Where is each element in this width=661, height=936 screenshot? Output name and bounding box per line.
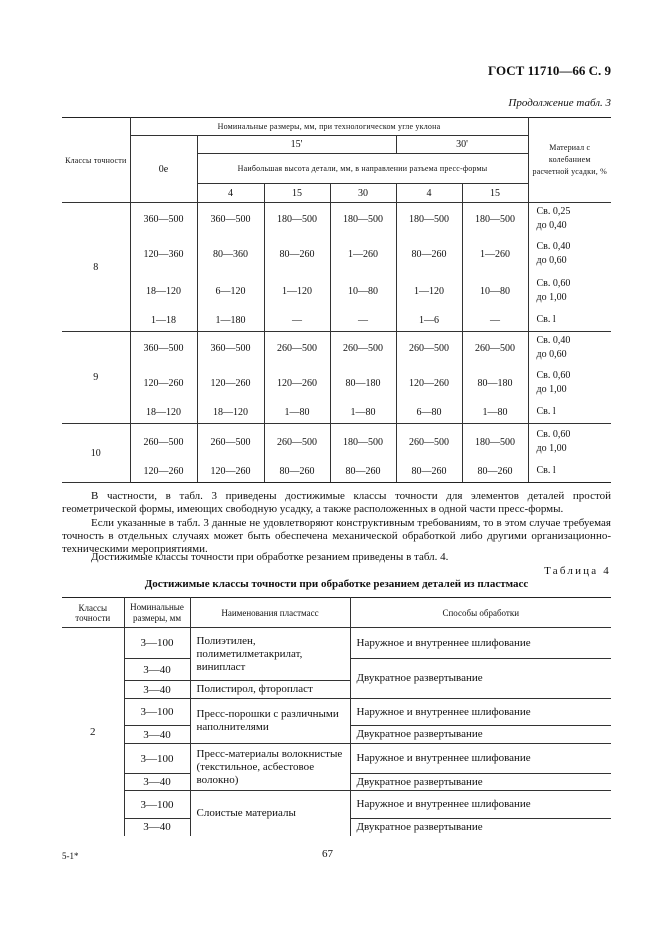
size-range-cell: 80—260 bbox=[462, 461, 528, 483]
size-range-cell: 180—500 bbox=[330, 203, 396, 236]
col-header-material: Материал с колебанием расчетной усадки, % bbox=[528, 118, 611, 203]
size-range-cell: 180—500 bbox=[264, 203, 330, 236]
size-range-cell: 80—260 bbox=[396, 236, 462, 273]
size-range-cell: 260—500 bbox=[396, 424, 462, 461]
size-range-cell: 1—260 bbox=[462, 236, 528, 273]
size-range-cell: 80—360 bbox=[197, 236, 264, 273]
t4-size: 3—100 bbox=[124, 699, 190, 726]
material-line: Св. 0,40 bbox=[536, 241, 571, 252]
size-range-cell: 1—80 bbox=[330, 402, 396, 424]
class-value: 9 bbox=[62, 332, 130, 424]
size-range-cell: 180—500 bbox=[462, 203, 528, 236]
t4-size: 3—100 bbox=[124, 628, 190, 659]
size-range-cell: 120—260 bbox=[130, 461, 197, 483]
t4-size: 3—40 bbox=[124, 774, 190, 791]
size-range-cell: 1—80 bbox=[264, 402, 330, 424]
size-range-cell: 260—500 bbox=[264, 424, 330, 461]
height-value: 4 bbox=[197, 184, 264, 203]
angle-0-header: 0е bbox=[130, 136, 197, 203]
size-range-cell: 80—260 bbox=[264, 461, 330, 483]
page-number: 67 bbox=[322, 848, 333, 860]
size-range-cell: 120—260 bbox=[396, 365, 462, 402]
size-range-cell: 6—120 bbox=[197, 273, 264, 310]
material-line: Св. 0,60 bbox=[536, 278, 571, 289]
paragraph-3: Достижимые классы точности при обработке резанием приведены в табл. 4. bbox=[91, 551, 449, 563]
size-range-cell: 10—80 bbox=[462, 273, 528, 310]
size-range-cell: 1—120 bbox=[396, 273, 462, 310]
t4-size: 3—100 bbox=[124, 791, 190, 819]
t4-method: Двукратное развертывание bbox=[350, 819, 611, 836]
document-header: ГОСТ 11710—66 С. 9 bbox=[488, 63, 611, 78]
size-range-cell: 80—260 bbox=[396, 461, 462, 483]
size-range-cell: 180—500 bbox=[396, 203, 462, 236]
t4-header-methods: Способы обработки bbox=[350, 598, 611, 628]
size-range-cell: 360—500 bbox=[197, 203, 264, 236]
t4-class-value: 2 bbox=[62, 628, 124, 836]
angle-30-header: 30' bbox=[396, 136, 528, 154]
size-range-cell: 120—260 bbox=[264, 365, 330, 402]
size-range-cell: 180—500 bbox=[462, 424, 528, 461]
size-range-cell: 260—500 bbox=[462, 332, 528, 365]
col-header-nominal: Номинальные размеры, мм, при технологическом угле уклона bbox=[130, 118, 528, 136]
t4-plastic: Пресс-порошки с различными наполнителями bbox=[190, 699, 350, 744]
material-line: до 1,00 bbox=[536, 443, 567, 455]
material-line: Св. 0,60 bbox=[536, 429, 571, 441]
size-range-cell: 80—260 bbox=[330, 461, 396, 483]
material-cell bbox=[528, 310, 611, 332]
t4-method: Наружное и внутреннее шлифование bbox=[350, 628, 611, 659]
paragraph-2: Если указанные в табл. 3 данные не удовлетворяют конструктивным требованиям, то в этом случае требуемая точность в отдельных случаях может быть обеспечена механической обработкой либо другими организационно-техническими мероприятиями. bbox=[62, 517, 611, 555]
angle-15-header: 15' bbox=[197, 136, 396, 154]
t4-size: 3—40 bbox=[124, 659, 190, 681]
material-cell bbox=[528, 424, 611, 461]
size-range-cell: 260—500 bbox=[330, 332, 396, 365]
t4-plastic: Полистирол, фторопласт bbox=[190, 681, 350, 699]
size-range-cell: 120—260 bbox=[197, 461, 264, 483]
t4-size: 3—100 bbox=[124, 744, 190, 774]
table-4 bbox=[62, 597, 611, 836]
footer-mark: 5-1* bbox=[62, 851, 79, 861]
size-range-cell: 18—120 bbox=[197, 402, 264, 424]
height-value: 15 bbox=[462, 184, 528, 203]
col-header-class: Классы точности bbox=[62, 118, 130, 203]
material-line: Св. l bbox=[536, 314, 556, 326]
size-range-cell: — bbox=[462, 310, 528, 332]
size-range-cell: 120—260 bbox=[130, 365, 197, 402]
t4-method: Двукратное развертывание bbox=[350, 774, 611, 791]
size-range-cell: — bbox=[330, 310, 396, 332]
size-range-cell: 1—180 bbox=[197, 310, 264, 332]
material-cell bbox=[528, 402, 611, 424]
size-range-cell: 360—500 bbox=[130, 203, 197, 236]
material-line: Св. 0,40 bbox=[536, 335, 571, 347]
size-range-cell: 260—500 bbox=[396, 332, 462, 365]
height-value: 30 bbox=[330, 184, 396, 203]
material-line: до 0,40 bbox=[536, 220, 567, 232]
material-line: до 0,60 bbox=[536, 349, 567, 361]
class-value: 10 bbox=[62, 424, 130, 483]
size-range-cell: 80—180 bbox=[330, 365, 396, 402]
t4-plastic: Слоистые материалы bbox=[190, 791, 350, 836]
paragraph-1: В частности, в табл. 3 приведены достижимые классы точности для элементов деталей простой геометрической формы, имеющих свободную усадку, а также расположенных в одной части пресс-формы. bbox=[62, 490, 611, 515]
material-line: до 1,00 bbox=[536, 384, 567, 395]
t4-plastic: Полиэтилен, полиметилметакрилат, винипласт bbox=[190, 628, 350, 681]
height-value: 15 bbox=[264, 184, 330, 203]
size-range-cell: 180—500 bbox=[330, 424, 396, 461]
material-line: Св. l bbox=[536, 406, 556, 418]
size-range-cell: 260—500 bbox=[197, 424, 264, 461]
t4-size: 3—40 bbox=[124, 819, 190, 836]
t4-method: Двукратное развертывание bbox=[350, 726, 611, 744]
class-value: 8 bbox=[62, 203, 130, 332]
material-cell bbox=[528, 332, 611, 365]
material-line: до 1,00 bbox=[536, 292, 567, 303]
size-range-cell: 6—80 bbox=[396, 402, 462, 424]
material-cell bbox=[528, 461, 611, 483]
size-range-cell: 80—180 bbox=[462, 365, 528, 402]
t4-header-plastics: Наименования пластмасс bbox=[190, 598, 350, 628]
size-range-cell: 10—80 bbox=[330, 273, 396, 310]
table-4-caption: Таблица 4 bbox=[544, 565, 611, 577]
t4-method: Двукратное развертывание bbox=[350, 659, 611, 699]
t4-method: Наружное и внутреннее шлифование bbox=[350, 791, 611, 819]
material-cell bbox=[528, 273, 611, 310]
material-line: до 0,60 bbox=[536, 255, 567, 266]
t4-method: Наружное и внутреннее шлифование bbox=[350, 699, 611, 726]
t4-size: 3—40 bbox=[124, 726, 190, 744]
material-cell bbox=[528, 203, 611, 236]
t4-header-class: Классы точности bbox=[62, 598, 124, 628]
size-range-cell: 80—260 bbox=[264, 236, 330, 273]
size-range-cell: 1—120 bbox=[264, 273, 330, 310]
height-header: Наибольшая высота детали, мм, в направлении разъема пресс-формы bbox=[197, 154, 528, 184]
size-range-cell: 18—120 bbox=[130, 402, 197, 424]
material-cell bbox=[528, 236, 611, 273]
t4-header-sizes: Номинальные размеры, мм bbox=[124, 598, 190, 628]
size-range-cell: 260—500 bbox=[130, 424, 197, 461]
t4-method: Наружное и внутреннее шлифование bbox=[350, 744, 611, 774]
size-range-cell: 260—500 bbox=[264, 332, 330, 365]
table-4-title: Достижимые классы точности при обработке резанием деталей из пластмасс bbox=[144, 578, 529, 590]
material-line: Св. 0,60 bbox=[536, 370, 571, 381]
size-range-cell: 1—80 bbox=[462, 402, 528, 424]
size-range-cell: — bbox=[264, 310, 330, 332]
size-range-cell: 360—500 bbox=[130, 332, 197, 365]
size-range-cell: 120—260 bbox=[197, 365, 264, 402]
table-continuation-label: Продолжение табл. 3 bbox=[508, 97, 611, 109]
size-range-cell: 18—120 bbox=[130, 273, 197, 310]
material-line: Св. 0,25 bbox=[536, 206, 571, 218]
size-range-cell: 360—500 bbox=[197, 332, 264, 365]
material-cell bbox=[528, 365, 611, 402]
size-range-cell: 1—18 bbox=[130, 310, 197, 332]
material-line: Св. l bbox=[536, 465, 556, 477]
t4-plastic: Пресс-материалы волокнистые (текстильное, асбестовое волокно) bbox=[190, 744, 350, 791]
table-3 bbox=[62, 117, 611, 483]
height-value: 4 bbox=[396, 184, 462, 203]
size-range-cell: 1—260 bbox=[330, 236, 396, 273]
t4-size: 3—40 bbox=[124, 681, 190, 699]
size-range-cell: 1—6 bbox=[396, 310, 462, 332]
size-range-cell: 120—360 bbox=[130, 236, 197, 273]
